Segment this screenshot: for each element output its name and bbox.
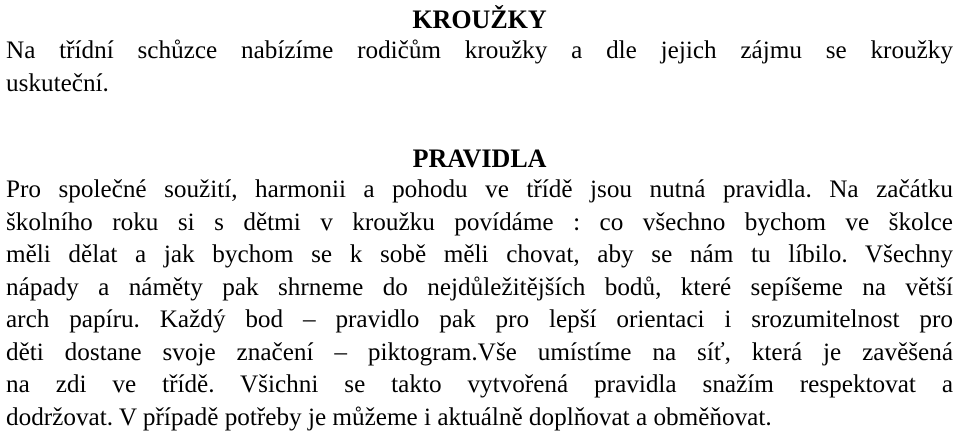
paragraph-krouzky [6,35,953,100]
text-line: nápady a náměty pak shrneme do nejdůležitějších bodů, které sepíšeme na větší [6,272,953,305]
section-title-krouzky: KROUŽKY [6,5,953,35]
text-line: dodržovat. V případě potřeby je můžeme i aktuálně doplňovat a obměňovat. [6,402,953,434]
text-line: děti dostane svoje značení – piktogram.Vše umístíme na síť, která je zavěšená [6,337,953,370]
text-line: Pro společné soužití, harmonii a pohodu ve třídě jsou nutná pravidla. Na začátku [6,174,953,207]
text-line: uskuteční. [6,68,953,101]
document-page [6,0,953,434]
text-line: arch papíru. Každý bod – pravidlo pak pro lepší orientaci i srozumitelnost pro [6,304,953,337]
paragraph-pravidla [6,174,953,434]
section-title-pravidla: PRAVIDLA [6,144,953,174]
text-line: měli dělat a jak bychom se k sobě měli chovat, aby se nám tu líbilo. Všechny [6,239,953,272]
text-line: Na třídní schůzce nabízíme rodičům kroužky a dle jejich zájmu se kroužky [6,35,953,68]
text-line: školního roku si s dětmi v kroužku povídáme : co všechno bychom ve školce [6,207,953,240]
blank-line [6,100,953,144]
text-line: na zdi ve třídě. Všichni se takto vytvořená pravidla snažím respektovat a [6,369,953,402]
